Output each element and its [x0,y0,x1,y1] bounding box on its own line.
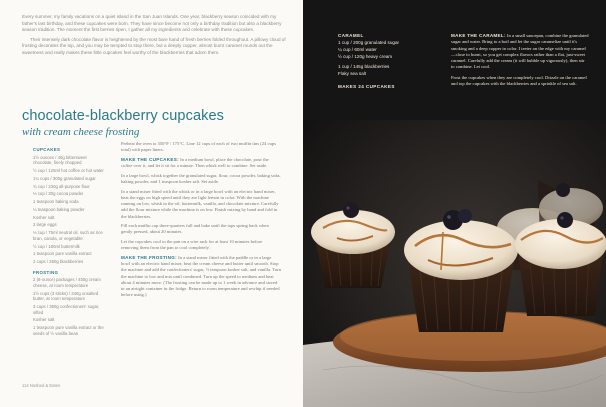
page-folio: 114 Noshed & Eaten [22,383,61,388]
caramel-item: ½ cup / 120g heavy cream [338,54,393,60]
ingredient-item: 1 teaspoon pure vanilla extract [33,251,92,257]
step-text: In a stand mixer fitted with the whisk or in a large bowl with an electric hand mixer, beat the eggs on high speed until they are light lemon in color. With the machine running on low, whisk in the oil, buttermilk, vanilla, and chocolate mixture. Carefully add the flour mixture while the machine is on low. Finish mixing by hand and fold in the blackberries. [121,188,279,219]
ingredient-item: ⅓ cup / 75ml neutral oil, such as rice bran, canola, or vegetable [33,230,103,241]
ingredient-item: ⅓ cup / 30g cocoa powder [33,191,84,197]
ingredient-item: 1½ ounces / 40g bittersweet chocolate, finely chopped [33,154,87,166]
yield-label: MAKES 24 CUPCAKES [338,83,395,89]
ingredient-item: 2 cups / 260g blackberries [33,259,84,265]
step-text: Fill each muffin cup three-quarters full and bake until the tops spring back when gently pressed, about 20 minutes. [121,223,269,235]
caramel-item: ¼ cup / 60ml water [338,47,377,53]
recipe-title: chocolate-blackberry cupcakes [22,108,224,124]
cupcake-photo [303,120,606,407]
ingredient-item: 1¼ cups / 300g granulated sugar [33,175,96,181]
step-text: In a stand mixer fitted with the paddle or in a large bowl with an electric hand mixer, beat the cream cheese and butter until smooth. Stop the machine and add the confectioners' sugar, ½ teaspoon kosher salt, and vanilla. Turn the machine to low and mix until combined. Turn up the speed to medium and beat about 4 minutes more. (The frosting can be made up to 1 week in advance and stored in an airtight container in the fridge. Return to room temperature and rewhip if needed before using.) [121,255,281,298]
step-text: In a small saucepan, combine the granulated sugar and water. Bring to a boil and let the sugar caramelize until it's smoking and a deep copper in color. I teeter on the edge with my caramel—close to burnt, so you get complex flavors rather than a flat, just-sweet caramel. Carefully add the cream (it will bubble up vigorously), then stir to combine. Let cool. [451,33,589,70]
right-page [303,0,606,407]
recipe-subtitle: with cream cheese frosting [22,126,140,138]
method-step [451,75,589,88]
frosting-item: 2 (8-ounce) packages / 450g cream cheese, at room temperature [33,277,101,288]
ingredient-item: ¼ teaspoon baking powder [33,206,85,212]
frosting-item: 3 cups / 360g confectioners' sugar, sifted [33,304,100,315]
ingredient-item: Kosher salt [33,214,55,220]
method-step [121,255,281,298]
caramel-method [451,33,589,91]
caramel-item: 1 cup / 145g blackberries [338,64,390,70]
ingredients-list [33,147,105,339]
frosting-heading: FROSTING [33,269,59,275]
ingredient-item: ½ cup / 180ml buttermilk [33,243,80,249]
frosting-item: 1 teaspoon pure vanilla extract or the seeds of ½ vanilla bean [33,325,104,336]
ingredient-item: 2 large eggs [33,222,57,228]
caramel-ingredients [338,33,434,90]
method-step [121,223,281,235]
intro-text [22,14,288,60]
method-step [121,141,281,153]
intro-paragraph: Every summer, my family vacations on a quiet island in the San Juan Islands. One year, blackberry season coincided with my father's last birthday, and these cupcakes were born. They have since become not only a birthday tradition but also a blackberry season tradition. The moment the first berries ripen, I gather all my ingredients and celebrate with these cupcakes. [22,14,282,33]
cupcake-illustration [303,120,606,407]
frosting-item: 1½ cups (3 sticks) / 340g unsalted butter, at room temperature [33,290,99,302]
ingredients-heading: CUPCAKES [33,147,61,152]
method-steps [121,141,281,302]
frosting-item: Kosher salt [33,317,55,323]
step-text: In a large bowl, whisk together the granulated sugar, flour, cocoa powder, baking soda, baking powder, and 1 teaspoon kosher salt. Set aside. [121,172,281,185]
method-step [121,157,281,169]
method-step [121,239,281,251]
caramel-item: Flaky sea salt [338,71,367,77]
caramel-heading: CARAMEL [338,33,364,38]
ingredient-item: ¾ cup / 230g all-purpose flour [33,183,90,189]
step-lead: MAKE THE CARAMEL: [451,33,506,38]
method-step [451,33,589,71]
step-lead: MAKE THE FROSTING: [121,255,177,261]
step-text: Preheat the oven to 350°F / 175°C. Line 12 cups of each of two muffin tins (24 cups total) with paper liners. [121,141,276,153]
caramel-item: 1 cup / 200g granulated sugar [338,40,400,46]
method-step [121,189,281,220]
step-lead: MAKE THE CUPCAKES: [121,156,179,162]
ingredient-item: 1 teaspoon baking soda [33,199,79,205]
intro-paragraph: Their intensely dark chocolate flavor is heightened by the most bare hand of fresh berries folded throughout. A pillowy cloud of frosting decorates the top, and you may be tempted to stop there, but a deeply copper, almost burnt caramel rounds out the sweetness and really makes these little cupcakes feel worthy of the blackberries that adorn them. [22,36,286,55]
ingredient-item: ½ cup / 125ml hot coffee or hot water [33,167,104,173]
method-step [121,173,281,185]
step-text: Frost the cupcakes when they are completely cool. Drizzle on the caramel and top the cupcakes with the blackberries and a sprinkle of sea salt. [451,74,587,87]
step-text: Let the cupcakes cool in the pan on a wire rack for at least 10 minutes before removing them from the pan to cool completely. [121,239,263,251]
step-text: In a medium bowl, place the chocolate, pour the coffee over it, and let it sit for a minute. Then whisk well to combine. Set aside. [121,156,269,169]
